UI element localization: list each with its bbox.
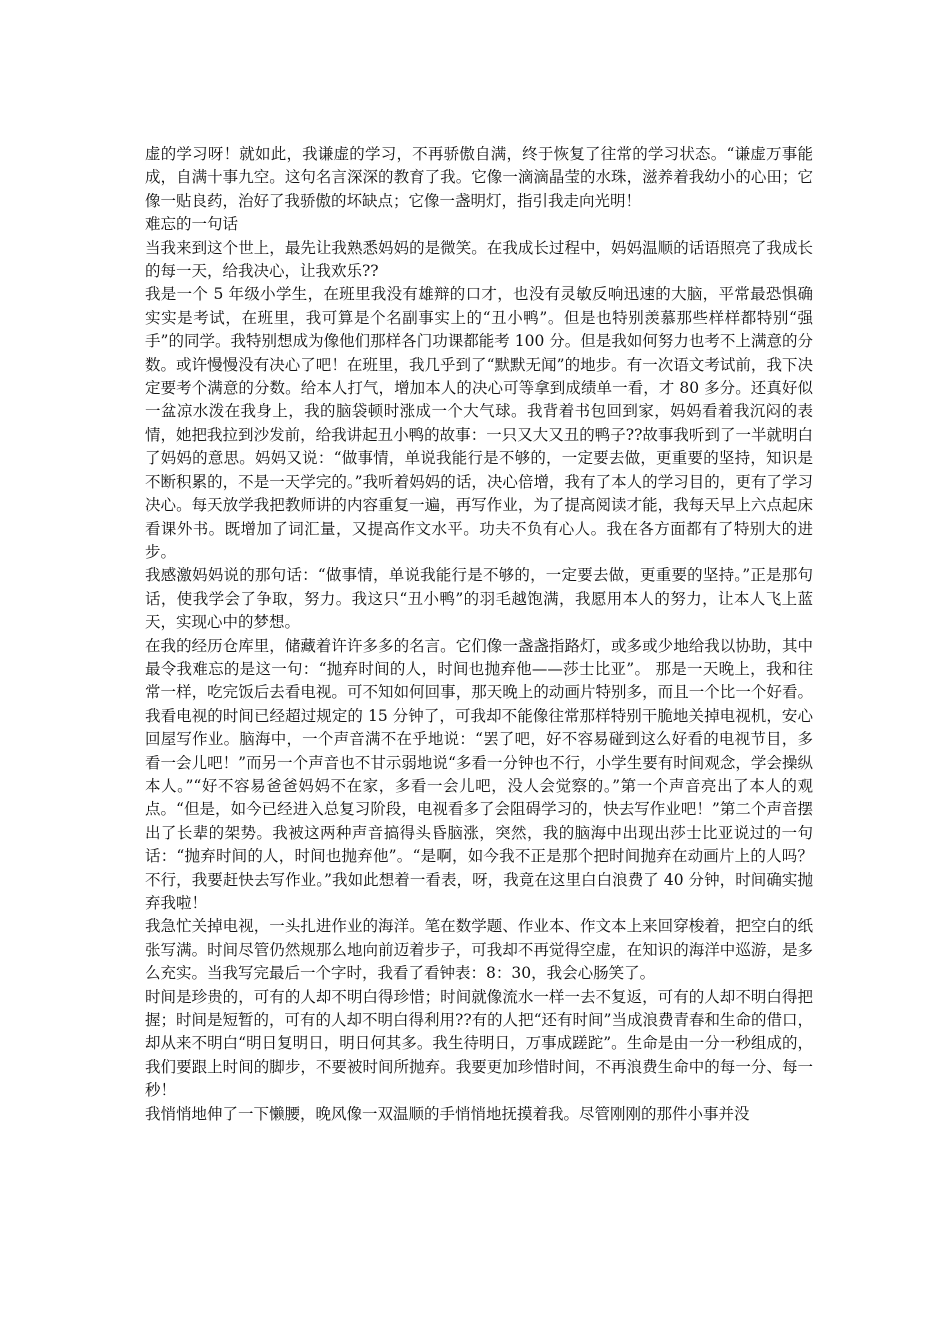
essay-title: 难忘的一句话 xyxy=(145,215,239,234)
paragraph-continuation: 虚的学习呀！就如此，我谦虚的学习，不再骄傲自满，终于恢复了往常的学习状态。“谦虚万事能成，自满十事九空。这句名言深深的教育了我。它像一滴滴晶莹的水珠，滋养着我幼小的心田；它像一贴良药，治好了我骄傲的坏缺点；它像一盏明灯，指引我走向光明！ xyxy=(145,145,813,210)
paragraph: 在我的经历仓库里，储藏着许许多多的名言。它们像一盏盏指路灯，或多或少地给我以协助，其中最令我难忘的是这一句：“抛弃时间的人，时间也抛弃他——莎士比亚”。 那是一天晚上，我和往常一样，吃完饭后去看电视。可不知如何回事，那天晚上的动画片特别多，而且一个比一个好看。我看电视的时间已经超过规定的 15 分钟了，可我却不能像往常那样特别干脆地关掉电视机，安心回屋写作业。脑海中，一个声音满不在乎地说：“罢了吧，好不容易碰到这么好看的电视节目，多看一会儿吧！”而另一个声音也不甘示弱地说“多看一分钟也不行，小学生要有时间观念，学会操纵本人。”“好不容易爸爸妈妈不在家，多看一会儿吧，没人会觉察的。”第一个声音亮出了本人的观点。“但是，如今已经进入总复习阶段，电视看多了会阻碍学习的，快去写作业吧！”第二个声音摆出了长辈的架势。我被这两种声音搞得头昏脑涨，突然，我的脑海中出现出莎士比亚说过的一句话：“抛弃时间的人，时间也抛弃他”。“是啊，如今我不正是那个把时间抛弃在动画片上的人吗？不行，我要赶快去写作业。”我如此想着一看表，呀，我竟在这里白白浪费了 40 分钟，时间确实抛弃我啦！ xyxy=(145,636,813,912)
paragraph: 当我来到这个世上，最先让我熟悉妈妈的是微笑。在我成长过程中，妈妈温顺的话语照亮了我成长的每一天，给我决心，让我欢乐?? xyxy=(145,238,813,281)
paragraph: 时间是珍贵的，可有的人却不明白得珍惜；时间就像流水一样一去不复返，可有的人却不明白得把握；时间是短暂的，可有的人却不明白得利用??有的人把“还有时间”当成浪费青春和生命的借口，却从来不明白“明日复明日，明日何其多。我生待明日，万事成蹉跎”。生命是由一分一秒组成的，我们要跟上时间的脚步，不要被时间所抛弃。我要更加珍惜时间，不再浪费生命中的每一分、每一秒！ xyxy=(145,987,813,1100)
paragraph: 我悄悄地伸了一下懒腰，晚风像一双温顺的手悄悄地抚摸着我。尽管刚刚的那件小事并没 xyxy=(145,1104,750,1123)
paragraph: 我是一个 5 年级小学生，在班里我没有雄辩的口才，也没有灵敏反响迅速的大脑，平常最恐惧确实实是考试，在班里，我可算是个名副事实上的“丑小鸭”。但是也特别羡慕那些样样都特别“强手”的同学。我特别想成为像他们那样各门功课都能考 100 分。但是我如何努力也考不上满意的分数。或许慢慢没有决心了吧！在班里，我几乎到了“默默无闻”的地步。有一次语文考试前，我下决定要考个满意的分数。给本人打气，增加本人的决心可等拿到成绩单一看，才 80 多分。还真好似一盆凉水泼在我身上，我的脑袋顿时涨成一个大气球。我背着书包回到家，妈妈看着我沉闷的表情，她把我拉到沙发前，给我讲起丑小鸭的故事：一只又大又丑的鸭子??故事我听到了一半就明白了妈妈的意思。妈妈又说：“做事情，单说我能行是不够的，一定要去做，更重要的坚持，知识是不断积累的，不是一天学完的。”我听着妈妈的话，决心倍增，我有了本人的学习目的，更有了学习决心。每天放学我把教师讲的内容重复一遍，再写作业，为了提高阅读才能，我每天早上六点起床看课外书。既增加了词汇量，又提高作文水平。功夫不负有心人。我在各方面都有了特别大的进步。 xyxy=(145,285,813,561)
paragraph: 我急忙关掉电视，一头扎进作业的海洋。笔在数学题、作业本、作文本上来回穿梭着，把空白的纸张写满。时间尽管仍然规那么地向前迈着步子，可我却不再觉得空虚，在知识的海洋中巡游，是多么充实。当我写完最后一个字时，我看了看钟表：8：30，我会心肠笑了。 xyxy=(145,917,813,983)
paragraph: 我感激妈妈说的那句话：“做事情，单说我能行是不够的，一定要去做，更重要的坚持。”正是那句话，使我学会了争取，努力。我这只“丑小鸭”的羽毛越饱满，我愿用本人的努力，让本人飞上蓝天，实现心中的梦想。 xyxy=(145,566,813,632)
document-page xyxy=(145,143,813,1126)
